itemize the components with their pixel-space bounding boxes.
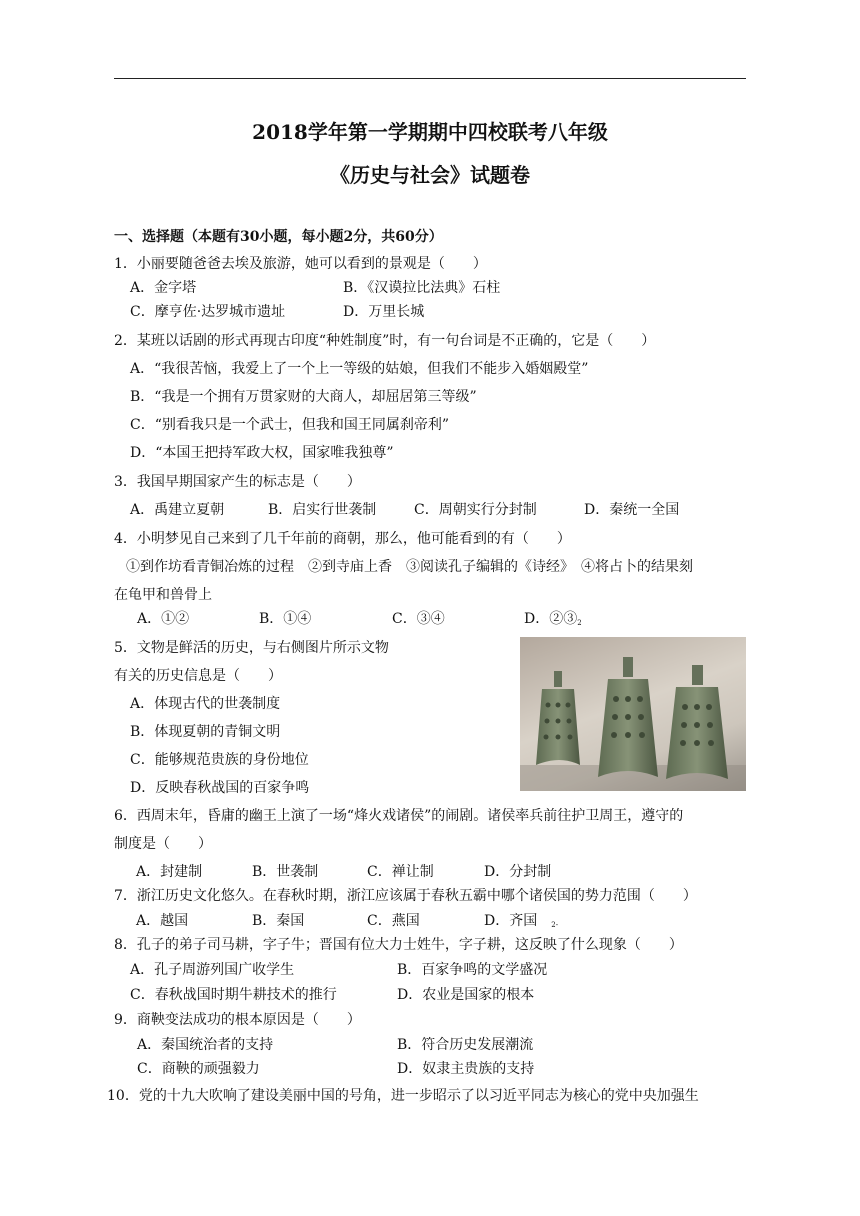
q8-option-a: A．孔子周游列国广收学生 — [130, 962, 295, 978]
q1-option-a: A．金字塔 — [130, 280, 197, 296]
q5-stem-line2: 有关的历史信息是（ ） — [114, 668, 282, 684]
q1-stem: 1．小丽要随爸爸去埃及旅游，她可以看到的景观是（ ） — [114, 256, 487, 272]
q4-stem: 4．小明梦见自己来到了几千年前的商朝，那么，他可能看到的有（ ） — [114, 531, 571, 547]
q6-stem-line2: 制度是（ ） — [114, 836, 212, 852]
q7-option-a: A．越国 — [136, 913, 189, 929]
q5-option-b: B．体现夏朝的青铜文明 — [130, 724, 281, 740]
q7-option-d — [484, 911, 558, 935]
q3-option-c: C．周朝实行分封制 — [414, 502, 537, 518]
q8-option-c: C．春秋战国时期牛耕技术的推行 — [130, 987, 337, 1003]
q7-option-b: B．秦国 — [252, 913, 305, 929]
q7-stem: 7．浙江历史文化悠久。在春秋时期，浙江应该属于春秋五霸中哪个诸侯国的势力范围（ ） — [114, 888, 697, 904]
q3-stem: 3．我国早期国家产生的标志是（ ） — [114, 474, 361, 490]
q4-items-line2: 在龟甲和兽骨上 — [114, 587, 212, 603]
section-heading: 一、选择题（本题有30小题，每小题2分，共60分） — [114, 229, 443, 245]
q8-option-d: D．农业是国家的根本 — [397, 987, 535, 1003]
q2-option-c: C．“别看我只是一个武士，但我和国王同属刹帝利” — [130, 417, 450, 433]
q1-option-c: C．摩亨佐·达罗城市遗址 — [130, 304, 286, 320]
q1-option-d: D．万里长城 — [343, 304, 425, 320]
q6-option-b: B．世袭制 — [252, 864, 319, 880]
q6-option-d: D．分封制 — [484, 864, 552, 880]
q4-option-c: C．③④ — [392, 611, 445, 627]
q2-option-b: B．“我是一个拥有万贯家财的大商人，却屈居第三等级” — [130, 389, 477, 405]
q2-option-d: D．“本国王把持军政大权，国家唯我独尊” — [130, 445, 394, 461]
q9-option-c: C．商鞅的顽强毅力 — [137, 1061, 260, 1077]
q8-stem: 8．孔子的弟子司马耕，字子牛；晋国有位大力士姓牛，字子耕，这反映了什么现象（ ） — [114, 937, 683, 953]
q4-option-b: B．①④ — [259, 611, 312, 627]
q3-option-b: B．启实行世袭制 — [268, 502, 377, 518]
q4-option-d-text: D．②③ — [524, 611, 578, 627]
q7-option-d-text: D．齐国 — [484, 913, 538, 929]
q7-option-c: C．燕国 — [367, 913, 420, 929]
top-rule — [114, 78, 746, 79]
bronze-bells-illustration — [520, 637, 746, 791]
q6-option-c: C．禅让制 — [367, 864, 434, 880]
q9-option-b: B．符合历史发展潮流 — [397, 1037, 534, 1053]
q9-stem: 9．商鞅变法成功的根本原因是（ ） — [114, 1012, 361, 1028]
q5-option-d: D．反映春秋战国的百家争鸣 — [130, 780, 310, 796]
q4-option-a: A．①② — [137, 611, 190, 627]
q2-stem: 2．某班以话剧的形式再现古印度“种姓制度”时，有一句台词是不正确的，它是（ ） — [114, 333, 656, 349]
q5-stem-line1: 5．文物是鲜活的历史，与右侧图片所示文物 — [114, 640, 389, 656]
q3-option-a: A．禹建立夏朝 — [130, 502, 225, 518]
q5-option-a: A．体现古代的世袭制度 — [130, 696, 281, 712]
exam-subtitle: 《历史与社会》试题卷 — [330, 163, 530, 187]
q5-option-c: C．能够规范贵族的身份地位 — [130, 752, 309, 768]
q8-option-b: B．百家争鸣的文学盛况 — [397, 962, 548, 978]
q4-option-d — [524, 609, 582, 633]
q3-option-d: D．秦统一全国 — [584, 502, 680, 518]
q10-stem: 10．党的十九大吹响了建设美丽中国的号角，进一步昭示了以习近平同志为核心的党中央加强生 — [107, 1088, 699, 1104]
q1-option-b: B．《汉谟拉比法典》石柱 — [343, 280, 501, 296]
q6-stem-line1: 6．西周末年，昏庸的幽王上演了一场“烽火戏诸侯”的闹剧。诸侯率兵前往护卫周王，遵守的 — [114, 808, 684, 824]
q9-option-d: D．奴隶主贵族的支持 — [397, 1061, 535, 1077]
q2-option-a: A．“我很苦恼，我爱上了一个上一等级的姑娘，但我们不能步入婚姻殿堂” — [130, 361, 589, 377]
q6-option-a: A．封建制 — [136, 864, 203, 880]
bronze-bells-photo — [520, 637, 746, 791]
q4-option-d-mark: 2 — [577, 619, 582, 627]
q7-option-d-mark: 2- — [551, 921, 559, 929]
exam-title: 2018学年第一学期期中四校联考八年级 — [252, 120, 608, 144]
q9-option-a: A．秦国统治者的支持 — [137, 1037, 274, 1053]
q4-items-line1: ①到作坊看青铜冶炼的过程 ②到寺庙上香 ③阅读孔子编辑的《诗经》 ④将占卜的结果刻 — [126, 559, 693, 575]
